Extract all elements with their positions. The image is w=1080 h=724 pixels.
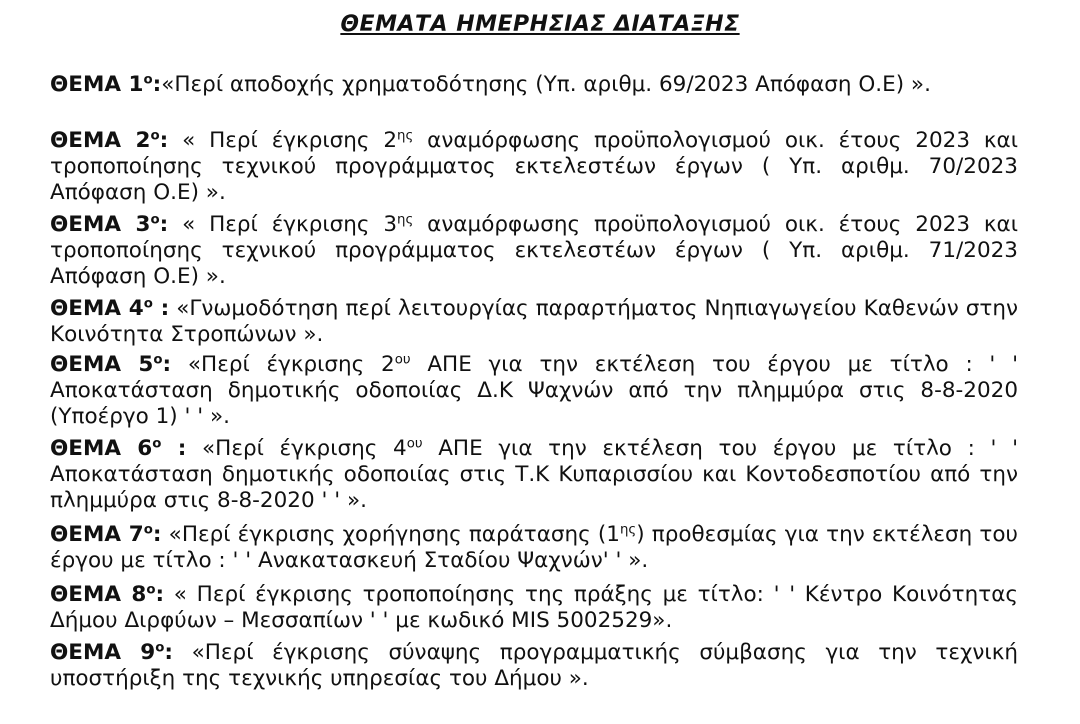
agenda-item-1: ΘΕΜΑ $1^o:«\Pi\varepsilon\rho ί$ αποδοχής χρηματοδότησης (Υπ. αριθμ. 69/2023 Απόφαση Ο.Ε) ». bbox=[50, 72, 931, 97]
item-text: « Περί έγκρισης τροποποίησης της πράξης με τίτλο: ' ' Κέντρο Κοινότητας Δήμου Διρφύων – Μεσσαπίων ' ' με κωδικό MIS 5002529». bbox=[50, 582, 1018, 633]
agenda-item-7: ΘΕΜΑ $7^o$: «Περί έγκρισης χορήγησης παράτασης $(1^{\eta\varsigma})$ προθεσμίας για την εκτέλεση του έργου με τίτλο : ' ' Ανακατασκευή Σταδίου Ψαχνών' ' ». bbox=[50, 522, 1018, 573]
item-text: «Περί έγκρισης 4 bbox=[186, 436, 407, 461]
document-title: ΘΕΜΑΤΑ ΗΜΕΡΗΣΙΑΣ ΔΙΑΤΑΞΗΣ bbox=[340, 12, 740, 37]
item-text: « Περί έγκρισης 3 bbox=[168, 212, 398, 237]
item-label: ΘΕΜΑ 2 bbox=[50, 128, 151, 153]
agenda-item-2: ΘΕΜΑ $2^o$: « Περί έγκρισης $2^{\eta\varsigma}$ αναμόρφωσης προϋπολογισμού οικ. έτους 2023 και τροποποίησης τεχνικού προγράμματος εκτελεστέων έργων ( Υπ. αριθμ. 70/2023 Απόφαση Ο.Ε) ». bbox=[50, 128, 1018, 205]
item-text: «Γνωμοδότηση περί λειτουργίας παραρτήματος Νηπιαγωγείου Καθενών στην Κοινότητα Στροπώνων ». bbox=[50, 296, 1018, 347]
item-text: «Περί αποδοχής χρηματοδότησης (Υπ. αριθμ. 69/2023 Απόφαση Ο.Ε) ». bbox=[161, 72, 931, 97]
item-label: ΘΕΜΑ 4 bbox=[50, 296, 144, 321]
agenda-item-6: ΘΕΜΑ $6^o$ : «Περί έγκρισης $4^{o\upsilon}$ ΑΠΕ για την εκτέλεση του έργου με τίτλο : ' ' Αποκατάσταση δημοτικής οδοποιίας στις Τ.Κ Κυπαρισσίου και Κοντοδεσποτίου από την πλημμύρα στις 8-8-2020 ' ' ». bbox=[50, 436, 1018, 513]
item-label: ΘΕΜΑ 8 bbox=[50, 582, 147, 607]
item-label: ΘΕΜΑ 3 bbox=[50, 212, 151, 237]
agenda-item-5: ΘΕΜΑ $5^o$: «Περί έγκρισης $2^{o\upsilon}$ ΑΠΕ για την εκτέλεση του έργου με τίτλο : ' ' Αποκατάσταση δημοτικής οδοποιίας Δ.Κ Ψαχνών από την πλημμύρα στις 8-8-2020 (Υποέργο 1) ' ' ». bbox=[50, 352, 1018, 429]
item-label: ΘΕΜΑ 7 bbox=[50, 522, 144, 547]
item-text: « Περί έγκρισης 2 bbox=[168, 128, 398, 153]
item-label: ΘΕΜΑ 1 bbox=[50, 72, 144, 97]
item-text: «Περί έγκρισης 2 bbox=[171, 352, 395, 377]
item-label: ΘΕΜΑ 5 bbox=[50, 352, 154, 377]
agenda-item-4: ΘΕΜΑ $4^o$ : «Γνωμοδότηση περί λειτουργίας παραρτήματος Νηπιαγωγείου Καθενών στην Κοινότητα Στροπώνων ». bbox=[50, 296, 1018, 347]
item-text: «Περί έγκρισης χορήγησης παράτασης (1 bbox=[161, 522, 620, 547]
item-text: «Περί έγκρισης σύναψης προγραμματικής σύμβασης για την τεχνική υποστήριξη της τεχνικής υπηρεσίας του Δήμου ». bbox=[50, 640, 1018, 691]
agenda-item-9: ΘΕΜΑ $9^o$: «Περί έγκρισης σύναψης προγραμματικής σύμβασης για την τεχνική υποστήριξη της τεχνικής υπηρεσίας του Δήμου ». bbox=[50, 640, 1018, 691]
agenda-item-3: ΘΕΜΑ $3^o$: « Περί έγκρισης $3^{\eta\varsigma}$ αναμόρφωσης προϋπολογισμού οικ. έτους 2023 και τροποποίησης τεχνικού προγράμματος εκτελεστέων έργων ( Υπ. αριθμ. 71/2023 Απόφαση Ο.Ε) ». bbox=[50, 212, 1018, 289]
item-label: ΘΕΜΑ 9 bbox=[50, 640, 156, 665]
item-label: ΘΕΜΑ 6 bbox=[50, 436, 153, 461]
agenda-item-8: ΘΕΜΑ $8^o$: « Περί έγκρισης τροποποίησης της πράξης με τίτλο: ' ' Κέντρο Κοινότητας Δήμου Διρφύων – Μεσσαπίων ' ' με κωδικό MIS 5002529». bbox=[50, 582, 1018, 633]
